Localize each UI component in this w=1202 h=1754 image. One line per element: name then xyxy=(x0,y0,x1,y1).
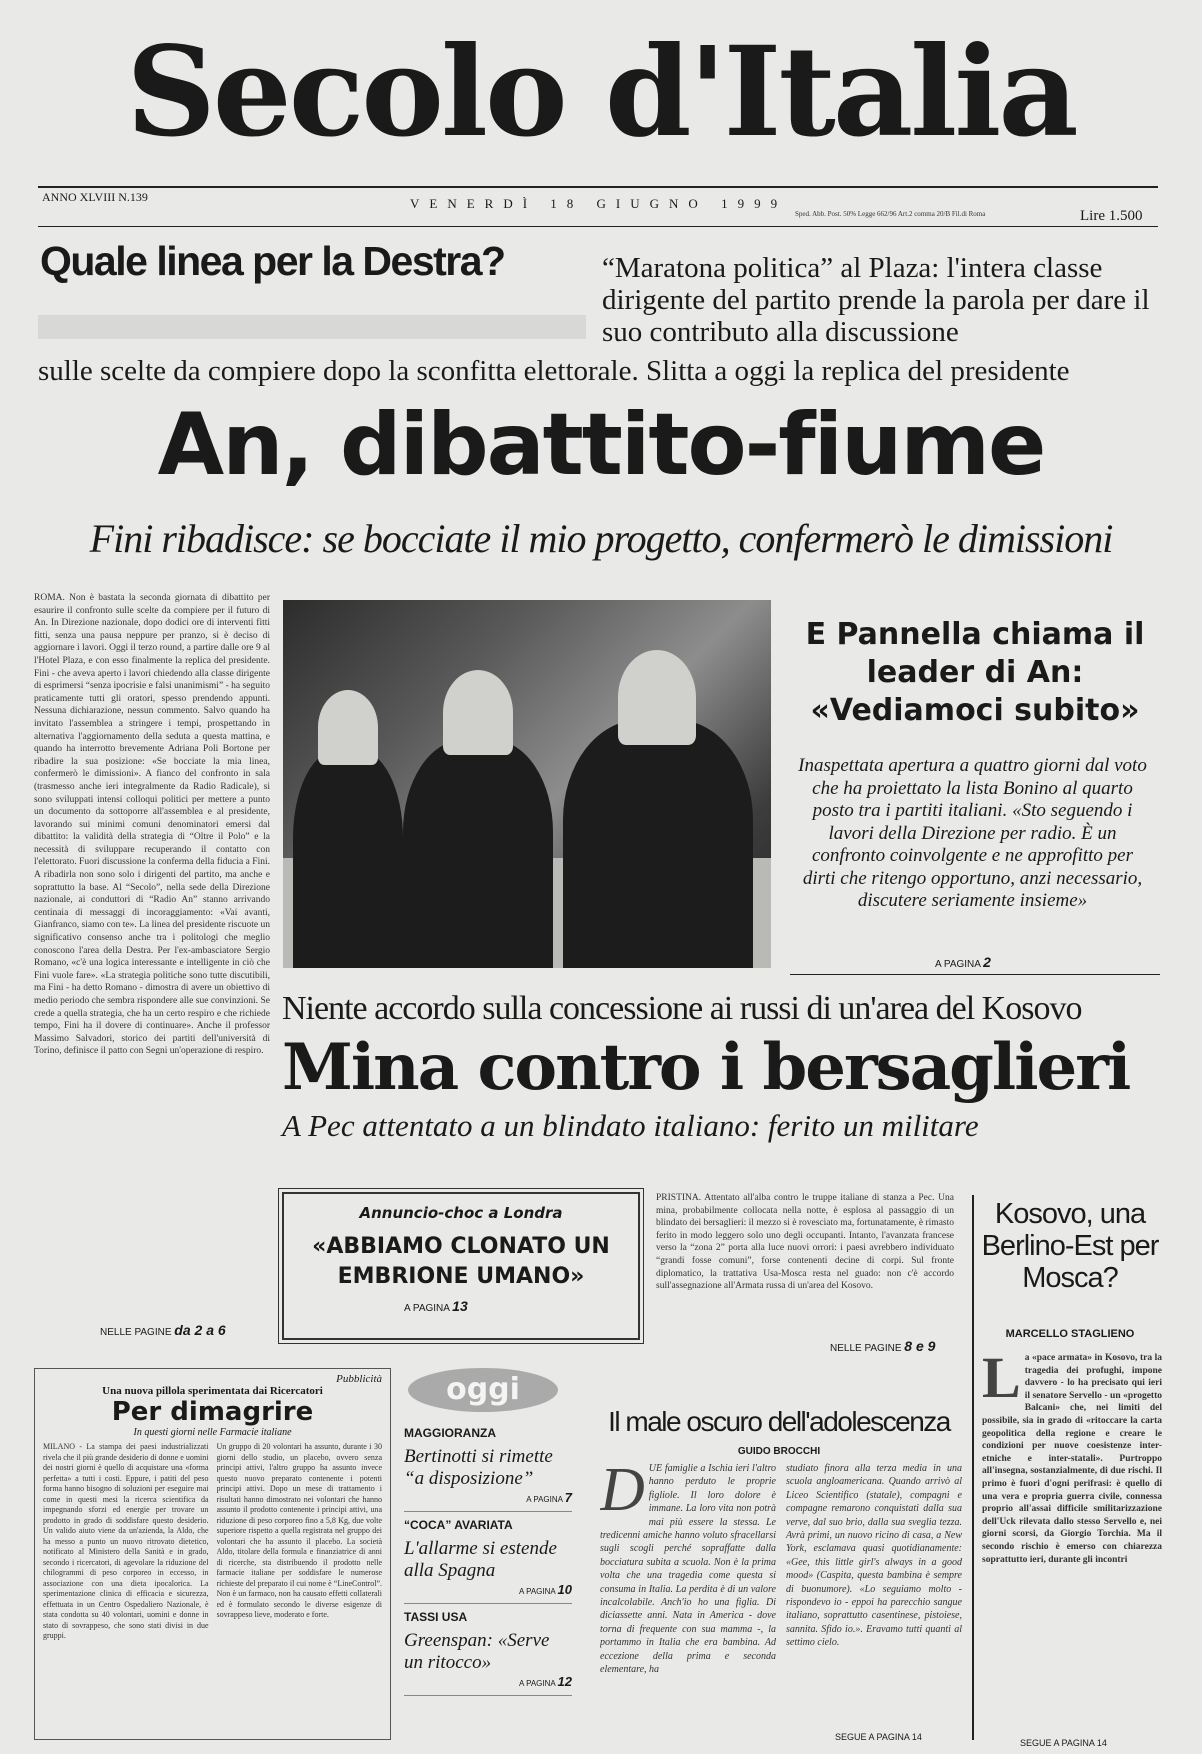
clone-ref-page: 13 xyxy=(452,1298,468,1314)
photo-person-right-body xyxy=(563,720,753,968)
masthead-title: Secolo d'Italia xyxy=(126,20,1076,165)
lead-article-body: ROMA. Non è bastata la seconda giornata di dibattito per esaurire il confronto sulle scelte da compiere per il futuro di An. In Direzione nazionale, dopo dodici ore di interventi fitti fitti, senza una pausa neppure per pranzo, si è deciso di aggiornare i lavori. Oggi il terzo round, a partire dalle ore 9 al l'Hotel Plaza, e con esso finalmente la replica del presidente. Fini - che aveva aperto i lavori chiedendo alla classe dirigente di esprimersi “senza ipocrisie e falsi unanimismi” - ha seguito praticamente tutti gli oratori, spesso prendendo appunti. Nessuna dichiarazione, nessun commento. Salvo quando ha invitato l'assemblea a stringere i tempi, prospettando in alternativa l'aggiornamento della seduta a questa mattina, e quando ha interrotto brevemente Adriana Poli Bortone per ribadire la sua posizione: «Se bocciate la mia linea, confermerò le dimissioni». A fianco del confronto in sala (trasmesso anche ieri integralmente da Radio Radicale), si sono sviluppati intensi colloqui politici per mettere a punto un documento da sottoporre all'assemblea e al presidente, lavorando sui minimi comuni denominatori emersi dal dibattito: la validità della strategia di “Oltre il Polo” e la necessità di sviluppare recuperando il contatto con l'elettorato. Fuori discussione la conferma della fiducia a Fini. A ribadirla non sono solo i dirigenti del partito, ma anche e soprattutto la base. Al “Secolo”, nella sede della Direzione nazionale, ai conduttori di “Radio An” stanno arrivando centinaia di messaggi di incoraggiamento: «Vai avanti, Gianfranco, siamo con te». La linea del presidente riscuote un significativo consenso anche tra i politologi che meglio conoscono l'area della Destra. Per l'ex-ambasciatore Sergio Romano, «c'è una logica interessante e intelligente in ciò che Fini vuole fare». «La strategia politiche sono tutte discutibili, ma Fini - ha detto Romano - dimostra di avere un obiettivo di medio periodo che sembra rispondere alle sue convinzioni. Se crede a quella strategia, che ha un certo respiro e che richiede tempo, Fini ha il dovere di continuare». Anche il professor Massimo Salvadori, storico dei partiti dell'università di Torino, definisce il patto con Segni un'operazione di respiro. xyxy=(34,593,270,1057)
opinion-dropcap: L xyxy=(982,1352,1021,1410)
ad-columns xyxy=(43,1442,382,1720)
clone-page-ref xyxy=(284,1298,638,1314)
oggi-item xyxy=(404,1604,572,1696)
lead-page-ref xyxy=(100,1322,226,1338)
clone-kicker: Annuncio-choc a Londra xyxy=(359,1204,563,1222)
ad-box xyxy=(34,1368,391,1740)
issue-number: ANNO XLVIII N.139 xyxy=(42,190,148,204)
clone-ref-label: A PAGINA xyxy=(404,1303,450,1314)
masthead-rule xyxy=(38,186,1158,188)
oggi-item-body: Bertinotti si rimette “a disposizione” xyxy=(404,1446,553,1489)
pannella-ref-label: A PAGINA xyxy=(935,959,981,970)
lead-photo xyxy=(283,600,771,968)
oggi-ref-page: 10 xyxy=(557,1582,572,1597)
lead-article-column xyxy=(34,592,270,1337)
opinion-headline: Kosovo, una Berlino-Est per Mosca? xyxy=(981,1198,1159,1294)
kosovo-ref-pages: 8 e 9 xyxy=(904,1338,936,1354)
photo-person-mid-body xyxy=(403,740,553,968)
kosovo-headline: Mina contro i bersaglieri xyxy=(282,1030,1130,1105)
clone-title: «ABBIAMO CLONATO UN EMBRIONE UMANO» xyxy=(312,1234,610,1289)
adolescenza-col-1 xyxy=(600,1462,776,1724)
kosovo-subhead: A Pec attentato a un blindato italiano: ferito un militare xyxy=(282,1108,979,1143)
kosovo-kicker: Niente accordo sulla concessione ai russi di un'area del Kosovo xyxy=(282,990,1082,1027)
lead-kicker-title: Quale linea per la Destra? xyxy=(40,238,505,284)
opinion-body: a «pace armata» in Kosovo, tra la tragedia dei profughi, impone davvero - lo ha precisato qui ieri il senatore Servello - un «progetto Balcani» che, nei limiti del possibile, sia in grado di «ritoccare la carta geopolitica della regione e creare le condizioni per nuove coesistenze inter-etniche e inter-statali». Purtroppo all'insegna, sostanzialmente, di due rischi. Il primo è fuori d'ogni perifrasi: è quello di una vera e propria guerra civile, connessa proprio all'assai difficile smilitarizzazione dell'Uck rilevata dallo stesso Servello e, nei giorni scorsi, da Giorgio Torchia. Ma il secondo rischio è emerso con chiarezza soprattutto ieri, durante gli incontri xyxy=(982,1353,1162,1565)
issue-price: Lire 1.500 xyxy=(1080,208,1143,224)
photo-person-mid-head xyxy=(443,670,513,755)
lead-headline: An, dibattito-fiume xyxy=(157,395,1045,495)
adolescenza-headline: Il male oscuro dell'adolescenza xyxy=(608,1406,950,1437)
ad-subtitle: In questi giorni nelle Farmacie italiane xyxy=(133,1427,292,1438)
kosovo-ref-label: NELLE PAGINE xyxy=(830,1343,902,1354)
adolescenza-author: GUIDO BROCCHI xyxy=(737,1446,821,1457)
oggi-ref-page: 7 xyxy=(564,1490,572,1505)
photo-person-left-head xyxy=(318,690,378,765)
lead-ref-label: NELLE PAGINE xyxy=(100,1327,172,1338)
pannella-headline: E Pannella chiama il leader di An: «Vediamoci subito» xyxy=(805,617,1145,728)
opinion-vertical-rule xyxy=(972,1195,974,1740)
oggi-item-body: L'allarme si estende alla Spagna xyxy=(404,1538,557,1581)
pannella-rule xyxy=(790,974,1160,975)
lead-kicker-text: “Maratona politica” al Plaza: l'intera classe dirigente del partito prende la parola per dare il suo contributo alla discussione xyxy=(602,252,1150,348)
opinion-author: MARCELLO STAGLIENO xyxy=(1005,1328,1135,1340)
oggi-item-ref xyxy=(404,1674,572,1689)
ad-kicker: Una nuova pillola sperimentata dai Ricercatori xyxy=(102,1385,323,1397)
adolescenza-ref: SEGUE A PAGINA 14 xyxy=(835,1732,922,1742)
oggi-item xyxy=(404,1420,572,1512)
photo-person-left-body xyxy=(293,750,403,968)
oggi-item-head: MAGGIORANZA xyxy=(404,1426,496,1440)
lead-subhead: Fini ribadisce: se bocciate il mio progetto, confermerò le dimissioni xyxy=(89,516,1113,561)
adolescenza-dropcap: D xyxy=(600,1462,645,1524)
pannella-page-ref xyxy=(935,954,991,970)
issue-date: VENERDÌ 18 GIUGNO 1999 xyxy=(410,196,788,211)
kosovo-page-ref xyxy=(830,1338,935,1354)
oggi-item xyxy=(404,1512,572,1604)
oggi-item-head: “COCA” AVARIATA xyxy=(404,1518,513,1532)
photo-person-right-head xyxy=(618,650,696,745)
oggi-item-ref xyxy=(404,1582,572,1597)
oggi-ref-label: A PAGINA xyxy=(526,1495,563,1504)
opinion-ref: SEGUE A PAGINA 14 xyxy=(1020,1738,1107,1748)
adolescenza-article xyxy=(600,1462,962,1724)
lead-grey-band xyxy=(38,315,586,339)
oggi-item-head: TASSI USA xyxy=(404,1610,468,1624)
adolescenza-col-1-text: UE famiglie a Ischia ieri l'altro hanno perduto le proprie figliole. Il loro dolore è immane. La loro vita non potrà mai più essere la stessa. Le tredicenni amiche hanno voluto sfracellarsi sugli scogli perché sopraffatte dalla bocciatura subita a scuola. Non è la prima volta che una tragedia come questa si consuma in Italia. La perdita è di un valore incalcolabile. Anch'io ho una figlia. Di diciassette anni. Nata in America - dove torna di frequente con sua mamma -, la portammo in Italia che era bambina. Ad eccezione della prima e seconda elementare, ha xyxy=(600,1463,776,1676)
opinion-article xyxy=(982,1352,1162,1737)
clone-box xyxy=(282,1192,640,1340)
ad-col-2: Un gruppo di 20 volontari ha assunto, durante i 30 giorni dello studio, un placebo, ovvero senza principi attivi, l'altro gruppo ha assunto invece questo nuovo preparato contenente i potenti principi attivi. Dopo un mese di trattamento i risultati hanno dimostrato nei volontari che hanno assunto il prodotto contenente i principi attivi, una riduzione di peso corporeo fino a 5,8 Kg, due volte superiore rispetto a quella registrata nel gruppo dei volontari che ha assunto il placebo. La società Aldo, titolare della formula e finanziatrice di anni di ricerche, sta distribuendo il prodotto nelle farmacie italiane per soddisfare le numerose richieste del preparato il cui nome è “LineControl”. Non è un farmaco, non ha causato effetti collaterali ed è formulato secondo le diverse esigenze di sovrappeso lieve, moderato e forte. xyxy=(216,1442,382,1619)
kosovo-article-column xyxy=(656,1192,954,1337)
oggi-logo: oggi xyxy=(408,1368,558,1412)
dateline-rule xyxy=(38,226,1158,227)
oggi-ref-label: A PAGINA xyxy=(518,1679,556,1688)
oggi-item-body: Greenspan: «Serve un ritocco» xyxy=(404,1630,550,1673)
oggi-ref-page: 12 xyxy=(557,1674,572,1689)
postal-info: Sped. Abb. Post. 50% Legge 662/96 Art.2 comma 20/B Fil.di Roma xyxy=(795,210,986,218)
oggi-panel xyxy=(404,1368,572,1740)
ad-col-1: MILANO - La stampa dei paesi industrializzati rivela che il più grande desiderio di donne e uomini dei nostri giorni è quello di acquistare una «forma perfetta» a tutti i costi. Eppure, i patiti del peso forma hanno bisogno di soluzioni per eseguire mai come in questi mesi la ricerca scientifica da impegnando sforzi ed energie per trovare un prodotto in grado di soddisfare questo desiderio. Un valido aiuto viene da un'azienda, la Aldo, che ha messo a punto un nuovo ritrovato dietetico, notificato al Ministero della Sanità e in grado, secondo i ricercatori, di agevolare la riduzione del chilogrammi di peso corporeo in eccesso, in associazione con una dieta ipocalorica. La sperimentazione clinica di efficacia e sicurezza, effettuata in un Centro Ospedaliero Nazionale, è stata condotta su 40 volontari, uomini e donne in stato di sovrappeso, che sono stati divisi in due gruppi. xyxy=(43,1442,209,1640)
ad-title: Per dimagrire xyxy=(111,1397,314,1427)
kosovo-article-body: PRISTINA. Attentato all'alba contro le truppe italiane di stanza a Pec. Una mina, probabilmente collocata nella notte, è esplosa al passaggio di un blindato dei bersaglieri: il mezzo si è rovesciato ma, fortunatamente, è rimasto ferito in modo leggero solo uno degli occupanti. Intanto, l'avanzata francese verso la “zona 2” porta alla luce nuovi orrori: i paesi avrebbero individuato “grandi fosse comuni”, forse contenenti decine di corpi. Sul fronte diplomatico, la trattativa Usa-Mosca resta nel guado: non c'è accordo sull'assegnazione all'Armata russa di un'area del Kosovo. xyxy=(656,1193,954,1292)
lead-ref-pages: da 2 a 6 xyxy=(174,1322,226,1338)
pannella-ref-page: 2 xyxy=(983,954,991,970)
adolescenza-col-2: studiato finora alla terza media in una scuola angloamericana. Quando arrivò al Liceo Scientifico (statale), compagni e compagne remarono conquistati dalla sua verve, dal suo brio, dalla sua sveglia tezza. Avrà primi, un nuovo ricino di casa, a New York, esclamava quasi quotidianamente: «Gee, this little girl's always in a good mood» (Caspita, questa bambina è sempre di buonumore). «Lo seguiamo molto - rispondevo io - eppoi ha parecchio sangue italiano, soprattutto casentinese, pistoiese, sannita. Sfido io.». Eravamo tutti quanti al settimo cielo. xyxy=(786,1463,962,1649)
oggi-ref-label: A PAGINA xyxy=(518,1587,556,1596)
oggi-item-ref xyxy=(404,1490,572,1505)
pannella-text: Inaspettata apertura a quattro giorni dal voto che ha proiettato la lista Bonino al quarto posto tra i partiti italiani. «Sto seguendo i lavori della Direzione per radio. È un confronto coinvolgente e ne approfitto per dirti che ritengo opportuno, anzi necessario, discutere seriamente insieme» xyxy=(798,755,1147,911)
ad-label: Pubblicità xyxy=(336,1373,382,1385)
lead-kicker-continuation: sulle scelte da compiere dopo la sconfitta elettorale. Slitta a oggi la replica del presidente xyxy=(38,355,1070,387)
